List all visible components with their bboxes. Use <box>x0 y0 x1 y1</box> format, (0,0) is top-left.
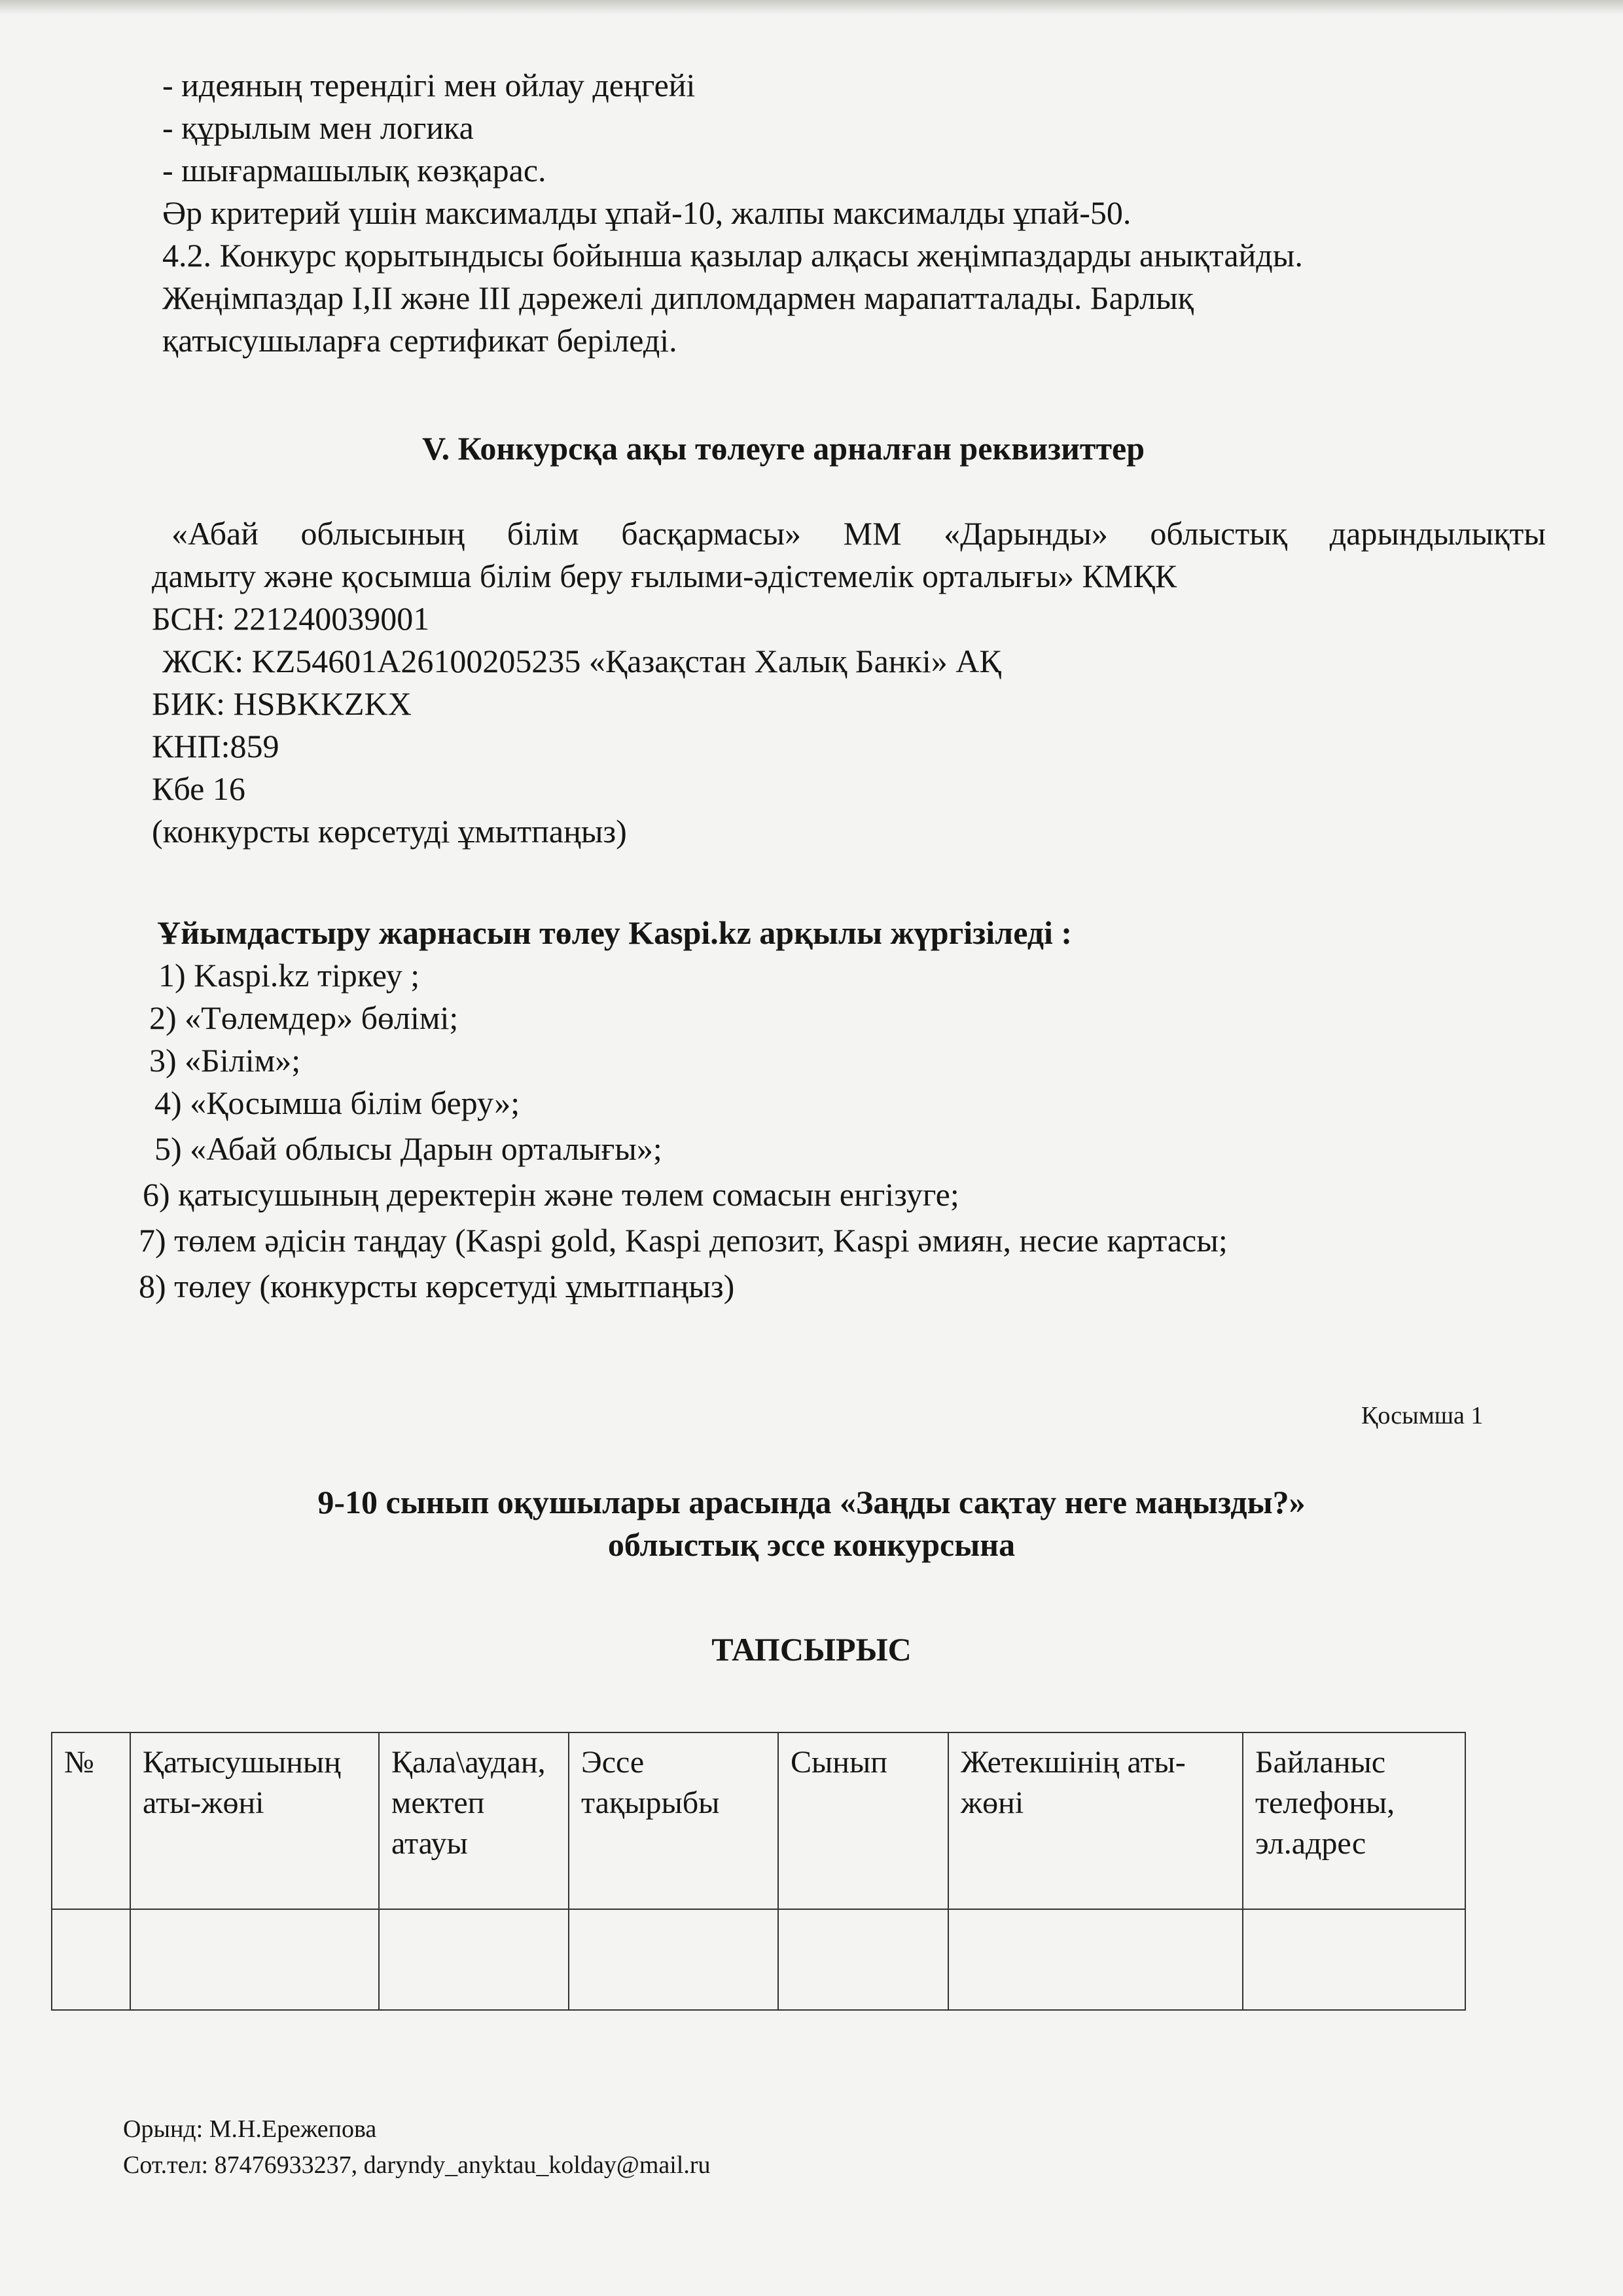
table-cell <box>379 1909 569 2010</box>
appendix-label: Қосымша 1 <box>1361 1402 1484 1429</box>
iban-line: ЖСК: KZ54601A26100205235 «Қазақстан Халық Банкі» АҚ <box>162 643 1001 679</box>
kaspi-step-2: 2) «Төлемдер» бөлімі; <box>149 999 459 1036</box>
table-cell <box>130 1909 379 2010</box>
org-line-1: «Абай облысының білім басқармасы» ММ «Дарынды» облыстық дарындылықты <box>171 515 1546 552</box>
col-supervisor-name: Жетекшінің аты-жөні <box>948 1732 1243 1909</box>
footer-executor: Орынд: М.Н.Ережепова <box>123 2115 377 2143</box>
result-line-2: Жеңімпаздар I,II және III дәрежелі дипломдармен марапатталады. Барлық <box>162 279 1194 316</box>
col-participant-name: Қатысушының аты-жөні <box>130 1732 379 1909</box>
col-number: № <box>52 1732 130 1909</box>
form-title: ТАПСЫРЫС <box>711 1631 912 1668</box>
table-row <box>52 1909 1465 2010</box>
result-line-3: қатысушыларға сертификат беріледі. <box>162 322 677 359</box>
kaspi-step-6: 6) қатысушының деректерін және төлем сомасын енгізуге; <box>143 1176 959 1213</box>
table-cell <box>778 1909 948 2010</box>
bik-line: БИК: HSBKKZKX <box>152 685 412 722</box>
kaspi-step-3: 3) «Білім»; <box>149 1042 301 1079</box>
col-contact: Байланыс телефоны, эл.адрес <box>1243 1732 1465 1909</box>
col-essay-topic: Эссе тақырыбы <box>569 1732 778 1909</box>
scan-edge-shadow <box>0 0 1623 14</box>
appendix-title-line-1: 9-10 сынып оқушылары арасында «Заңды сақтау неге маңызды?» <box>317 1484 1306 1520</box>
kaspi-step-8: 8) төлеу (конкурсты көрсетуді ұмытпаңыз) <box>139 1268 735 1304</box>
knp-line: КНП:859 <box>152 728 279 764</box>
result-line-1: 4.2. Конкурс қорытындысы бойынша қазылар алқасы жеңімпаздарды анықтайды. <box>162 237 1303 274</box>
table-cell <box>948 1909 1243 2010</box>
kaspi-heading: Ұйымдастыру жарнасын төлеу Kaspi.kz арқылы жүргізіледі : <box>157 914 1073 951</box>
org-line-2: дамыту және қосымша білім беру ғылыми-әдістемелік орталығы» КМҚК <box>152 558 1177 594</box>
table-cell <box>569 1909 778 2010</box>
kaspi-step-5: 5) «Абай облысы Дарын орталығы»; <box>154 1130 662 1167</box>
table-cell <box>52 1909 130 2010</box>
order-table <box>51 1732 1466 2011</box>
footer-contact: Сот.тел: 87476933237, daryndy_anyktau_kolday@mail.ru <box>123 2151 711 2179</box>
points-line: Әр критерий үшін максималды ұпай-10, жалпы максималды ұпай-50. <box>162 194 1132 231</box>
criterion-creativity: - шығармашылық көзқарас. <box>162 152 546 188</box>
bsn-line: БСН: 221240039001 <box>152 600 430 637</box>
kaspi-step-4: 4) «Қосымша білім беру»; <box>154 1085 520 1121</box>
section5-heading: V. Конкурсқа ақы төлеуге арналған реквизиттер <box>422 430 1145 467</box>
table-header-row <box>52 1732 1465 1909</box>
reminder-line: (конкурсты көрсетуді ұмытпаңыз) <box>152 813 627 850</box>
table-cell <box>1243 1909 1465 2010</box>
criterion-structure: - құрылым мен логика <box>162 109 474 146</box>
kbe-line: Кбе 16 <box>152 770 245 807</box>
kaspi-step-7: 7) төлем әдісін таңдау (Kaspi gold, Kaspi депозит, Kaspi әмиян, несие картасы; <box>139 1222 1228 1259</box>
col-grade: Сынып <box>778 1732 948 1909</box>
criterion-depth: - идеяның терендігі мен ойлау деңгейі <box>162 67 696 103</box>
col-city-school: Қала\аудан, мектеп атауы <box>379 1732 569 1909</box>
appendix-title-line-2: облыстық эссе конкурсына <box>607 1526 1016 1563</box>
kaspi-step-1: 1) Kaspi.kz тіркеу ; <box>158 957 420 994</box>
